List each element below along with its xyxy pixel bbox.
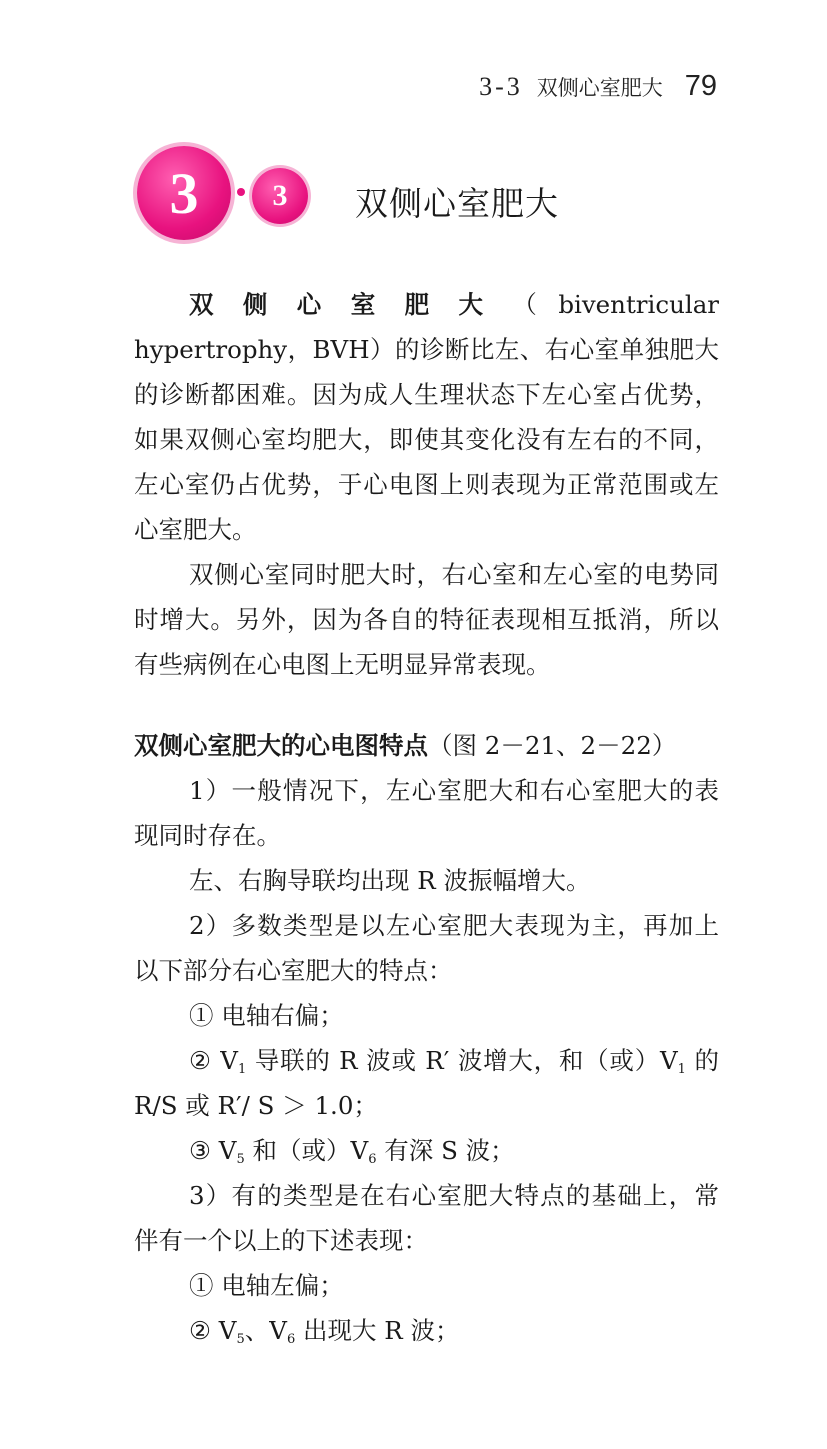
feature-item-3-a: ① 电轴左偏； [189, 1271, 344, 1300]
spacer [134, 687, 719, 723]
feature-item-2-c [134, 1128, 719, 1173]
item-2-c-text: 和（或）V [244, 1136, 369, 1165]
feature-item-2-a: ① 电轴右偏； [189, 1001, 344, 1030]
subscript: 1 [677, 1062, 686, 1077]
running-head-title: 双侧心室肥大 [536, 76, 663, 100]
features-heading-title: 双侧心室肥大的心电图特点 [134, 731, 428, 760]
subscript: 1 [237, 1062, 247, 1077]
running-head [479, 70, 717, 103]
badge-separator-dot [237, 188, 245, 196]
feature-item-3: 3）有的类型是在右心室肥大特点的基础上，常伴有一个以上的下述表现： [134, 1181, 719, 1255]
feature-item-1-note: 左、右胸导联均出现 R 波振幅增大。 [189, 866, 591, 895]
subscript: 5 [236, 1332, 245, 1347]
section-title: 双侧心室肥大 [355, 184, 559, 223]
item-2-b-marker: ② V [189, 1046, 238, 1075]
intro-paragraph-2: 双侧心室同时肥大时，右心室和左心室的电势同时增大。另外，因为各自的特征表现相互抵消，所以有些病例在心电图上无明显异常表现。 [134, 560, 719, 679]
intro-paragraph-1 [134, 282, 719, 552]
page-number: 79 [684, 70, 717, 102]
item-3-b-marker: ② V [189, 1316, 237, 1345]
feature-item-2: 2）多数类型是以左心室肥大表现为主，再加上以下部分右心室肥大的特点： [134, 911, 719, 985]
item-2-b-text: 导联的 R 波或 R′ 波增大，和（或）V [246, 1046, 678, 1075]
section-number: 3 [272, 179, 288, 212]
item-3-b-text: 、V [244, 1316, 287, 1345]
item-2-c-text-end: 有深 S 波； [376, 1136, 515, 1165]
feature-item-1: 1）一般情况下，左心室肥大和右心室肥大的表现同时存在。 [134, 776, 719, 850]
item-2-b-text-end: 的 R/S 或 R′/ S ＞ 1.0； [134, 1046, 719, 1120]
feature-item-2-b [134, 1038, 719, 1128]
subscript: 6 [286, 1332, 296, 1347]
item-2-c-marker: ③ V [189, 1136, 237, 1165]
section-number-badge [252, 168, 308, 224]
item-3-b-text-end: 出现大 R 波； [295, 1316, 460, 1345]
intro-term: 双侧心室肥大 [189, 290, 513, 319]
chapter-number: 3 [169, 160, 199, 226]
intro-paragraph-1-text: （biventricular hypertrophy，BVH）的诊断比左、右心室单独肥大的诊断都困难。因为成人生理状态下左心室占优势，如果双侧心室均肥大，即使其变化没有左右的不同，左心室仍占优势，于心电图上则表现为正常范围或左心室肥大。 [134, 290, 720, 544]
features-heading [134, 723, 719, 768]
subscript: 6 [368, 1152, 377, 1167]
features-heading-figure-ref: （图 2－21、2－22） [428, 731, 677, 760]
subscript: 5 [236, 1152, 245, 1167]
running-head-section-number: 3-3 [479, 72, 523, 101]
feature-item-3-b [134, 1308, 719, 1353]
chapter-number-badge [137, 146, 231, 240]
body-text [134, 282, 719, 1353]
